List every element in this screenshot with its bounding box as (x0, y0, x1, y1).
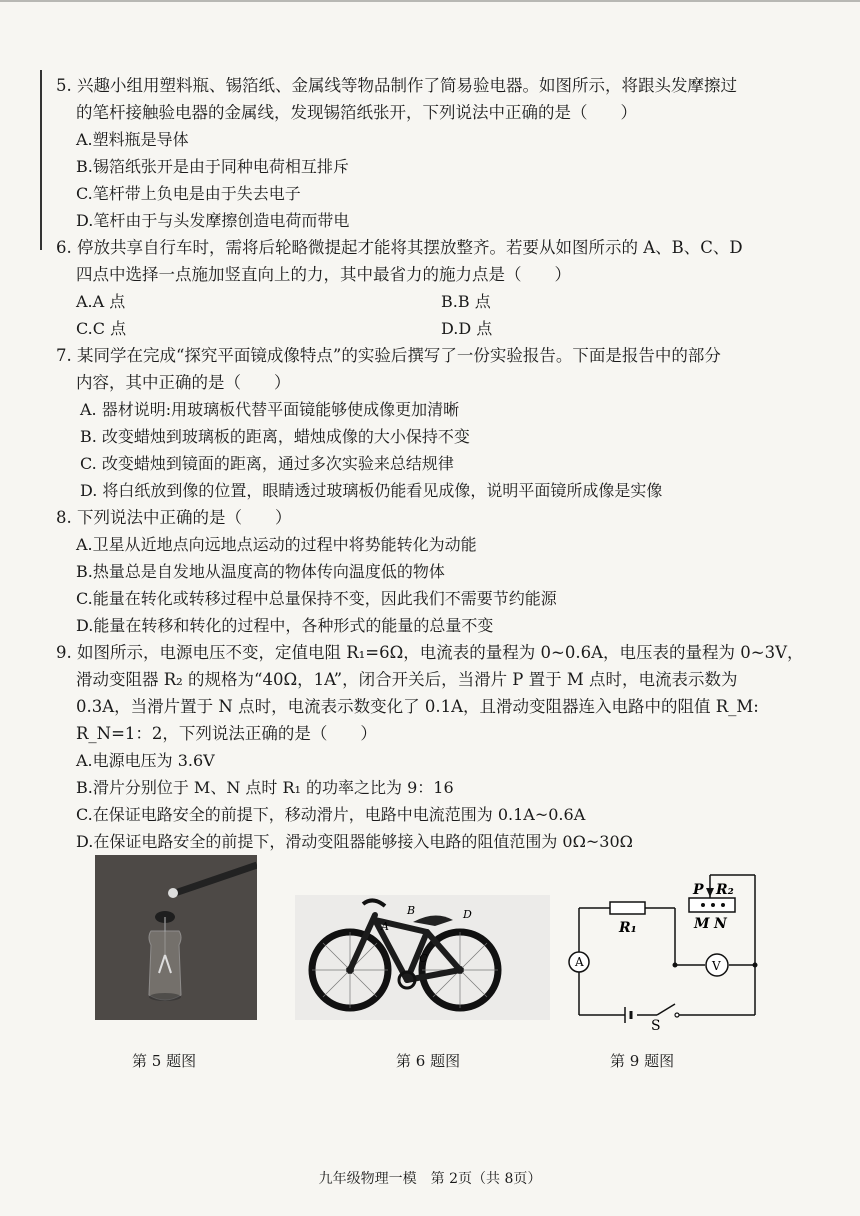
q5-option-c: C.笔杆带上负电是由于失去电子 (76, 184, 301, 203)
figure-6-caption: 第 6 题图 (396, 1052, 461, 1070)
circuit-diagram (565, 870, 765, 1030)
q7-stem-line-1: 7. 某同学在完成“探究平面镜成像特点”的实验后撰写了一份实验报告。下面是报告中的部分 (56, 346, 721, 365)
figure-5-caption: 第 5 题图 (132, 1052, 197, 1070)
switch-contact (675, 1013, 679, 1017)
q8-option-d: D.能量在转移和转化的过程中，各种形式的能量的总量不变 (76, 616, 494, 635)
figure-9-caption: 第 9 题图 (610, 1052, 675, 1070)
q5-stem-line-1: 5. 兴趣小组用塑料瓶、锡箔纸、金属线等物品制作了简易验电器。如图所示，将跟头发摩擦过 (56, 76, 737, 95)
q7-option-d: D. 将白纸放到像的位置，眼睛透过玻璃板仍能看见成像，说明平面镜所成像是实像 (80, 481, 663, 500)
q8-option-b: B.热量总是自发地从温度高的物体传向温度低的物体 (76, 562, 445, 581)
bicycle-figure (295, 870, 550, 1020)
r2-label: R₂ (716, 882, 734, 898)
q5-option-d: D.笔杆由于与头发摩擦创造电荷而带电 (76, 211, 350, 230)
bicycle-illustration (295, 870, 550, 1020)
q6-options-row-2 (56, 315, 816, 342)
q6-stem-line-1: 6. 停放共享自行车时，需将后轮略微提起才能将其摆放整齐。若要从如图所示的 A、B、C、D (56, 238, 743, 257)
bike-label-b: B (407, 904, 416, 917)
voltmeter-label: V (712, 959, 721, 973)
question-5 (56, 72, 816, 234)
resistor-r1 (610, 902, 645, 914)
slider-arrow (706, 888, 714, 897)
question-8 (56, 504, 816, 639)
q8-option-c: C.能量在转化或转移过程中总量保持不变，因此我们不需要节约能源 (76, 589, 557, 608)
q9-stem-line-3: 0.3A，当滑片置于 N 点时，电流表示数变化了 0.1A，且滑动变阻器连入电路中的阻值 R_M: (76, 697, 759, 716)
p-label: P (693, 882, 704, 898)
q8-stem-line-1: 8. 下列说法中正确的是（ ） (56, 508, 292, 527)
bike-label-d: D (463, 908, 472, 921)
ammeter-label: A (575, 955, 584, 969)
q9-stem-line-2: 滑动变阻器 R₂ 的规格为“40Ω，1A”，闭合开关后，当滑片 P 置于 M 点时，电流表示数为 (76, 670, 738, 689)
q9-option-c: C.在保证电路安全的前提下，移动滑片，电路中电流范围为 0.1A~0.6A (76, 805, 586, 824)
question-list (56, 72, 816, 855)
question-9 (56, 639, 816, 855)
q6-option-a: A.A 点 (76, 292, 126, 311)
switch-label: S (651, 1018, 661, 1030)
electroscope-illustration (95, 855, 257, 1020)
page-footer: 九年级物理一模 第 2页（共 8页） (318, 1171, 542, 1187)
q6-option-d: D.D 点 (441, 319, 493, 338)
q6-stem-line-2: 四点中选择一点施加竖直向上的力，其中最省力的施力点是（ ） (76, 265, 571, 284)
q7-stem-line-2: 内容，其中正确的是（ ） (76, 373, 291, 392)
n-label: N (714, 916, 727, 932)
figures-row (0, 850, 860, 1080)
q7-option-b: B. 改变蜡烛到玻璃板的距离，蜡烛成像的大小保持不变 (80, 427, 470, 446)
r1-label: R₁ (619, 920, 637, 936)
q9-stem-line-1: 9. 如图所示，电源电压不变，定值电阻 R₁=6Ω，电流表的量程为 0~0.6A，电压表的量程为 0~3V， (56, 643, 804, 662)
page-top-edge (0, 0, 860, 2)
electroscope-photo (95, 855, 257, 1020)
q9-option-d: D.在保证电路安全的前提下，滑动变阻器能够接入电路的阻值范围为 0Ω~30Ω (76, 832, 633, 851)
q5-stem-line-2: 的笔杆接触验电器的金属线，发现锡箔纸张开，下列说法中正确的是（ ） (76, 103, 637, 122)
q5-option-b: B.锡箔纸张开是由于同种电荷相互排斥 (76, 157, 349, 176)
q9-option-b: B.滑片分别位于 M、N 点时 R₁ 的功率之比为 9：16 (76, 778, 454, 797)
q9-option-a: A.电源电压为 3.6V (76, 751, 215, 770)
q7-option-c: C. 改变蜡烛到镜面的距离，通过多次实验来总结规律 (80, 454, 454, 473)
q8-option-a: A.卫星从近地点向远地点运动的过程中将势能转化为动能 (76, 535, 477, 554)
margin-mark (40, 70, 42, 250)
q5-option-a: A.塑料瓶是导体 (76, 130, 189, 149)
q6-option-c: C.C 点 (76, 319, 127, 338)
bike-label-c: C (419, 952, 428, 965)
circuit-figure (565, 870, 765, 1030)
bike-label-a: A (381, 920, 389, 933)
question-7 (56, 342, 816, 504)
question-6 (56, 234, 816, 342)
q9-stem-line-4: R_N=1：2，下列说法正确的是（ ） (76, 724, 377, 743)
q6-option-b: B.B 点 (441, 292, 491, 311)
q6-options-row-1 (56, 288, 816, 315)
q7-option-a: A. 器材说明:用玻璃板代替平面镜能够使成像更加清晰 (80, 400, 460, 419)
m-label: M (694, 916, 710, 932)
plastic-bottle (149, 931, 181, 1000)
pen-tip (168, 888, 178, 898)
